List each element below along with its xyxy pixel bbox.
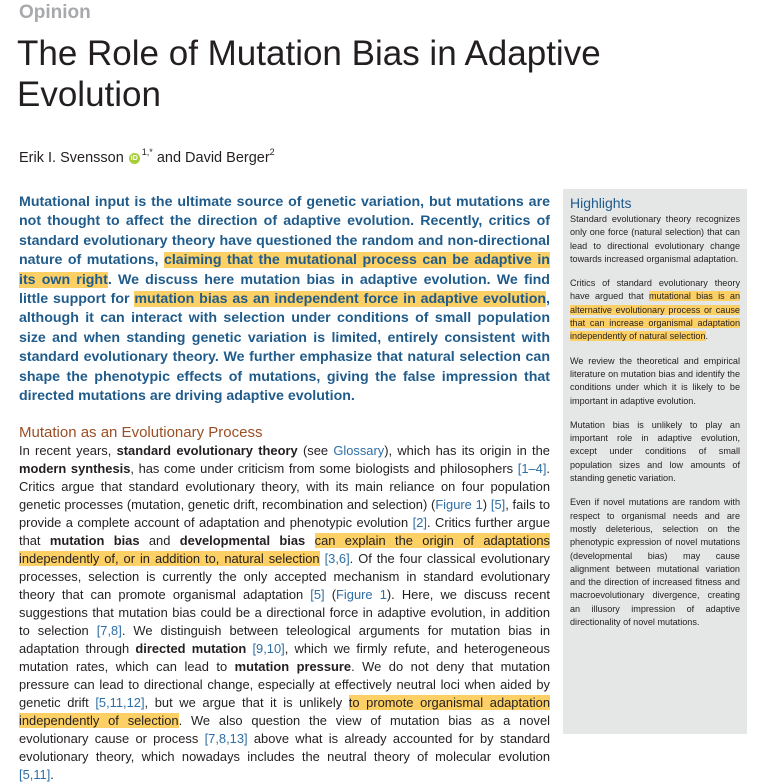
author-connector: and xyxy=(156,149,182,166)
body-text: , which we firmly refute, and heterogeneous mutation rates, which can lead to xyxy=(19,641,550,674)
body-text: ( xyxy=(331,587,337,602)
body-text: In recent years, xyxy=(19,443,112,458)
citation-link[interactable]: [3,6] xyxy=(324,551,350,566)
highlighted-text: mutation bias as an independent force in adaptive evolution xyxy=(134,291,547,308)
glossary-link[interactable]: Glossary xyxy=(333,443,385,458)
body-text: . Critics argue that standard evolutionary theory, with its main reliance on four population genetic processes (mutation, genetic drift, recombination and selection) ( xyxy=(19,461,550,512)
figure-link[interactable]: Figure 1 xyxy=(435,497,483,512)
author-name[interactable]: David Berger xyxy=(185,149,270,166)
highlighted-text: to promote organismal adaptation independently of selection xyxy=(19,695,550,728)
highlighted-text: claiming that the mutational process can be adaptive in its own right xyxy=(19,252,550,288)
glossary-term: standard evolutionary theory xyxy=(116,443,298,458)
glossary-term: mutation bias xyxy=(49,533,140,548)
section-label: Opinion xyxy=(19,2,91,23)
body-text: (see xyxy=(302,443,329,458)
citation-link[interactable]: [5] xyxy=(310,587,325,602)
abstract xyxy=(19,193,550,406)
body-text: , fails to provide a complete account of adaptation and phenotypic evolution xyxy=(19,497,550,530)
abstract-text: Mutational input is the ultimate source of genetic variation, but mutations are not thought to affect the direction of adaptive evolution. Recently, critics of standard evolutionary theory have questioned the random and non-directional nature of mutations, xyxy=(19,194,550,269)
highlighted-text: can explain the origin of adaptations independently of, or in addition to, natural selection xyxy=(19,533,550,566)
citation-link[interactable]: [5] xyxy=(490,497,506,512)
abstract-text: . We discuss here mutation bias in adaptive evolution. We find little support for xyxy=(19,271,550,308)
body-text: . Of the four classical evolutionary processes, selection is currently the only accepted mechanism in standard evolutionary theory that can promote organismal adaptation xyxy=(19,551,551,602)
glossary-term: directed mutation xyxy=(135,641,247,656)
highlights-title: Highlights xyxy=(570,195,632,211)
citation-link[interactable]: [9,10] xyxy=(252,641,285,656)
glossary-term: mutation pressure xyxy=(234,659,352,674)
highlight-text: . xyxy=(705,331,709,342)
article-title: The Role of Mutation Bias in Adaptive Evolution xyxy=(17,34,601,114)
citation-link[interactable]: [5,11] xyxy=(19,767,51,782)
body-text: , has come under criticism from some biologists and philosophers xyxy=(130,461,514,476)
highlighted-text: mutational bias is an alternative evolutionary process or cause that can increase organismal adaptation independently of natural selection xyxy=(570,291,741,342)
body-text: ) xyxy=(482,497,488,512)
body-text: ). Here, we discuss recent suggestions that mutation bias could be a directional force in adaptive evolution, in addition to selection xyxy=(19,587,550,638)
highlight-item: Standard evolutionary theory recognizes only one force (natural selection) that can lead to directional evolutionary change towards increased organismal adaptation. xyxy=(570,214,740,264)
body-text: , but we argue that it is unlikely xyxy=(144,695,343,710)
affiliation-mark: 1,* xyxy=(141,147,153,157)
citation-link[interactable]: [1–4] xyxy=(517,461,547,476)
body-text: . We distinguish between teleological arguments for mutation bias in adaptation through xyxy=(19,623,550,656)
citation-link[interactable]: [7,8] xyxy=(96,623,122,638)
highlight-text: Critics of standard evolutionary theory have argued that xyxy=(570,278,740,302)
glossary-term: developmental bias xyxy=(179,533,306,548)
highlight-item: Mutation bias is unlikely to play an important role in adaptive evolution, except under conditions of small population sizes and low amounts of standing genetic variation. xyxy=(570,419,740,484)
highlight-item xyxy=(570,277,740,343)
section-heading: Mutation as an Evolutionary Process xyxy=(19,424,263,441)
author-name[interactable]: Erik I. Svensson xyxy=(19,149,124,166)
citation-link[interactable]: [2] xyxy=(412,515,427,530)
orcid-icon[interactable]: iD xyxy=(130,154,138,162)
body-text: . Critics further argue that xyxy=(19,515,550,548)
body-text: . We do not deny that mutation pressure can lead to directional change, especially at effectively neutral loci when aided by genetic drift xyxy=(19,659,551,710)
body-text: and xyxy=(148,533,171,548)
body-text: above what is already accounted for by standard evolutionary theory, which nowadays includes the neutral theory of molecular evolution xyxy=(19,731,551,764)
highlights-box xyxy=(563,189,747,734)
highlight-item: We review the theoretical and empirical literature on mutation bias and identify the conditions under which it is likely to be important in adaptive evolution. xyxy=(570,355,740,406)
body-text: ), which has its origin in the xyxy=(384,443,550,458)
affiliation-mark: 2 xyxy=(269,147,275,157)
body-text: . We also question the view of mutation bias as a novel evolutionary cause or process xyxy=(19,713,550,746)
body-text: . xyxy=(50,767,54,782)
citation-link[interactable]: [7,8,13] xyxy=(204,731,248,746)
figure-link[interactable]: Figure 1 xyxy=(336,587,387,602)
citation-link[interactable]: [5,11,12] xyxy=(95,695,145,710)
glossary-term: modern synthesis xyxy=(19,461,131,476)
body-paragraph xyxy=(19,442,550,784)
highlight-item: Even if novel mutations are random with respect to organismal needs and are mostly deleterious, selection on the phenotypic expression of novel mutations (developmental bias) may cause alignment between mutational variation and the direction of increased fitness and macroevolutionary divergence, creating an illusory impression of adaptive directionality of novel mutations. xyxy=(570,497,740,628)
abstract-text: , although it can interact with selection under conditions of small population size and when standing genetic variation is limited, entirely consistent with standard evolutionary theory. We further emphasize that natural selection can shape the phenotypic effects of mutations, giving the false impression that directed mutations are driving adaptive evolution. xyxy=(19,291,550,405)
author-line xyxy=(19,148,275,166)
